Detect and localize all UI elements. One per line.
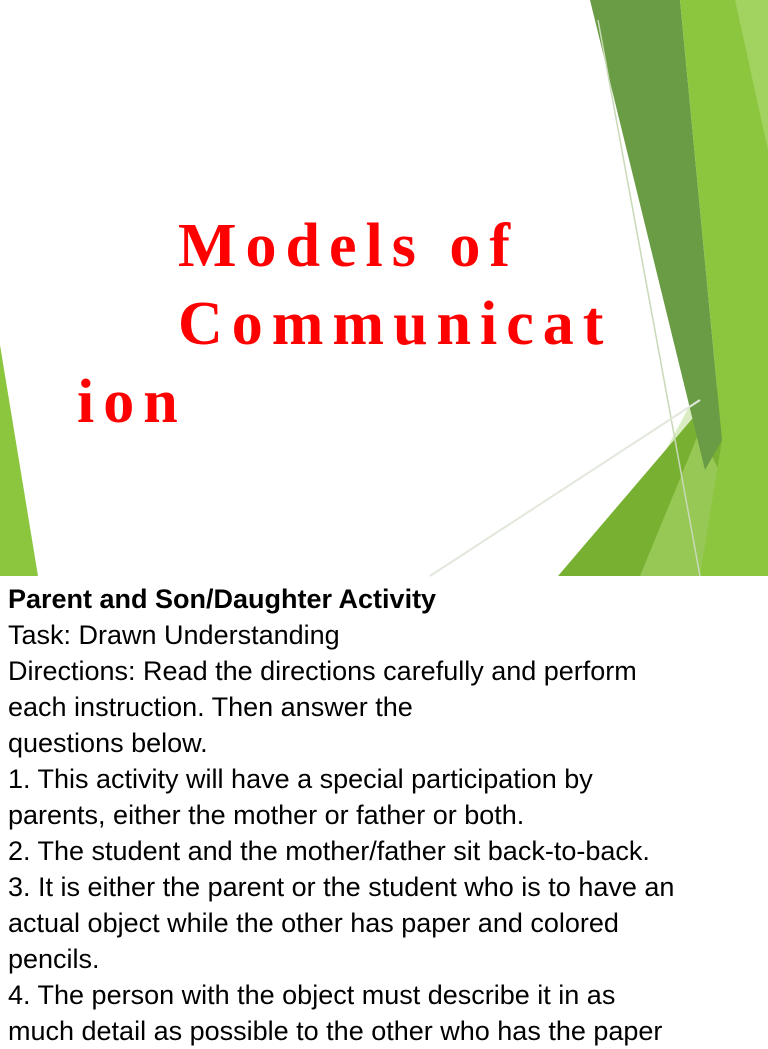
step-line-5: actual object while the other has paper and colored — [8, 908, 619, 938]
left-green-sliver — [0, 345, 38, 576]
directions-line-2: each instruction. Then answer the — [8, 692, 413, 722]
directions-line-3: questions below. — [8, 728, 208, 758]
slide-title-line-3: ion — [77, 368, 187, 436]
activity-document — [8, 581, 760, 1049]
slide-title-line-2: Communicat — [178, 290, 613, 358]
step-line-8: much detail as possible to the other who has the paper — [8, 1016, 663, 1046]
step-line-1: 1. This activity will have a special participation by — [8, 764, 593, 794]
step-line-4: 3. It is either the parent or the student who is to have an — [8, 872, 675, 902]
directions-line-1: Directions: Read the directions carefully and perform — [8, 656, 637, 686]
slide-title-line-1: Models of — [178, 212, 520, 280]
step-line-6: pencils. — [8, 944, 100, 974]
step-line-3: 2. The student and the mother/father sit back-to-back. — [8, 836, 650, 866]
step-line-7: 4. The person with the object must describe it in as — [8, 980, 616, 1010]
activity-heading: Parent and Son/Daughter Activity — [8, 584, 437, 614]
task-line: Task: Drawn Understanding — [8, 620, 340, 650]
step-line-2: parents, either the mother or father or both. — [8, 800, 525, 830]
